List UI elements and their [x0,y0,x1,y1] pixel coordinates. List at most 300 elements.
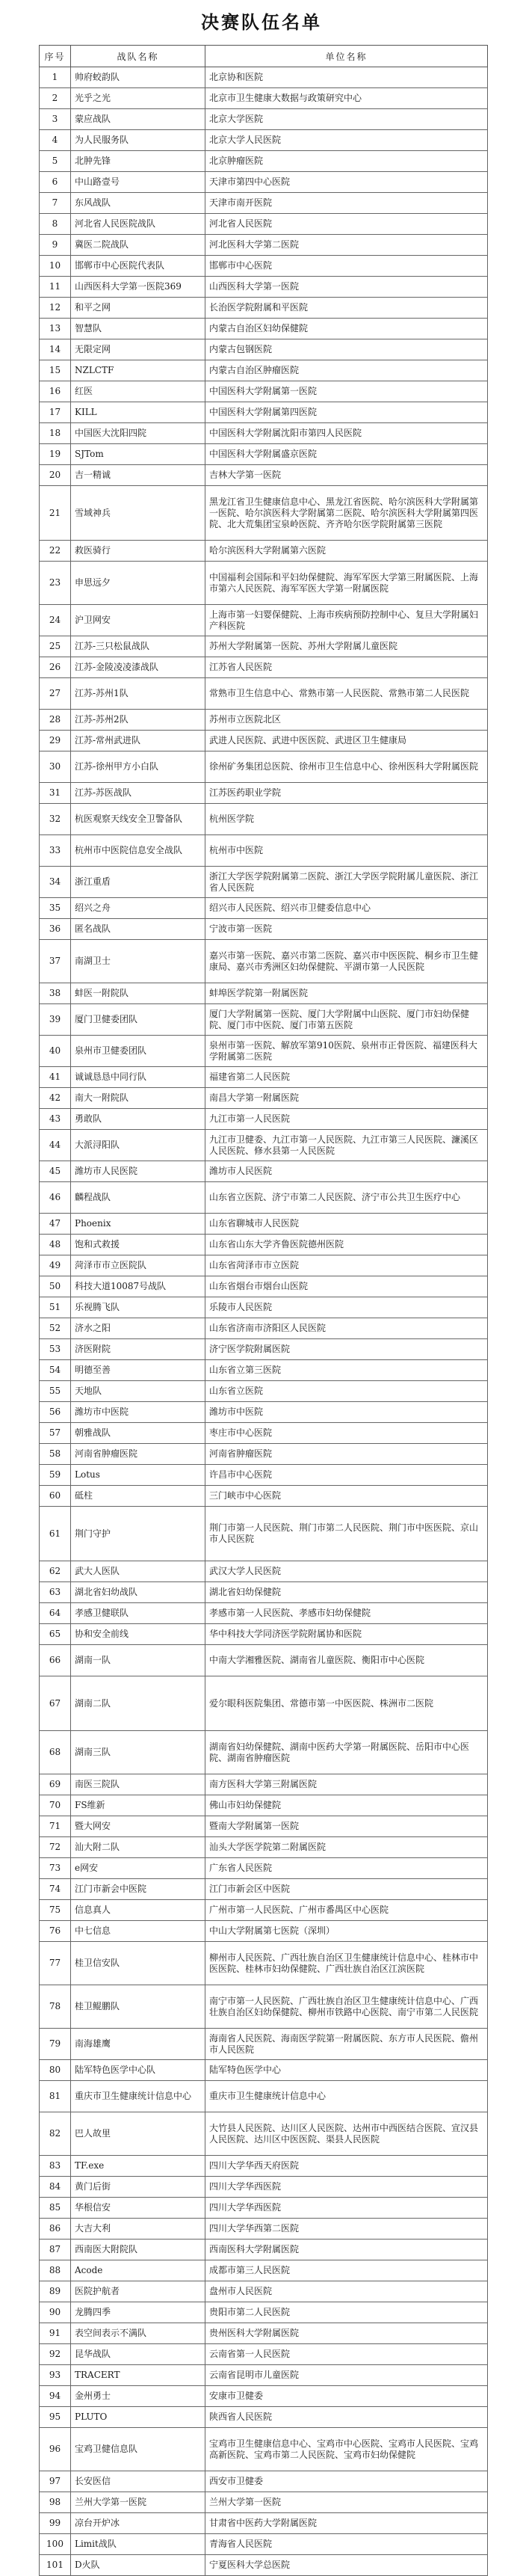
row-number: 98 [40,2492,71,2513]
team-name: 南海雄鹰 [71,2029,205,2060]
team-name: 杭州市中医院信息安全战队 [71,835,205,867]
table-row [40,2029,488,2060]
table-row [40,2156,488,2177]
unit-name: 陕西省人民医院 [205,2407,488,2428]
row-number: 81 [40,2081,71,2112]
team-name: Limit战队 [71,2534,205,2555]
row-number: 38 [40,983,71,1004]
row-number: 16 [40,381,71,402]
row-number: 48 [40,1235,71,1255]
table-row [40,605,488,636]
row-number: 54 [40,1360,71,1381]
unit-name: 四川大学华西天府医院 [205,2156,488,2177]
unit-name: 嘉兴市第一医院、嘉兴市第二医院、嘉兴市中医医院、桐乡市卫生健康局、嘉兴市秀洲区妇幼保健院、平湖市第一人民医院 [205,940,488,983]
unit-name: 湖北省妇幼保健院 [205,1582,488,1603]
row-number: 11 [40,277,71,298]
table-row [40,657,488,678]
row-number: 53 [40,1339,71,1360]
table-row [40,67,488,88]
table-row [40,2534,488,2555]
team-name: 乐视腾飞队 [71,1297,205,1318]
team-name: 无限定网 [71,339,205,360]
row-number: 83 [40,2156,71,2177]
team-name: 汕大附二队 [71,1837,205,1858]
unit-name: 内蒙古包钢医院 [205,339,488,360]
row-number: 96 [40,2428,71,2471]
unit-name: 山东省立医院、济宁市第二人民医院、济宁市公共卫生医疗中心 [205,1182,488,1214]
table-row [40,1182,488,1214]
row-number: 2 [40,88,71,109]
team-name: 表空间表示不满队 [71,2323,205,2344]
unit-name: 河北医科大学第二医院 [205,235,488,256]
row-number: 87 [40,2240,71,2260]
row-number: 61 [40,1507,71,1561]
unit-name: 江苏医药职业学院 [205,783,488,804]
table-row [40,1339,488,1360]
unit-name: 长治医学院附属和平医院 [205,298,488,319]
table-row [40,541,488,562]
unit-name: 吉林大学第一医院 [205,465,488,486]
row-number: 21 [40,486,71,541]
unit-name: 中国医科大学附属沈阳市第四人民医院 [205,423,488,444]
row-number: 12 [40,298,71,319]
table-row [40,940,488,983]
team-name: 邯郸市中心医院代表队 [71,256,205,277]
team-name: 和平之网 [71,298,205,319]
team-name: 兰州大学第一医院 [71,2492,205,2513]
table-row [40,710,488,731]
unit-name: 广东省人民医院 [205,1858,488,1879]
team-name: NZLCTF [71,360,205,381]
row-number: 58 [40,1444,71,1465]
table-row [40,277,488,298]
table-row [40,193,488,214]
team-name: 科技大道10087号战队 [71,1276,205,1297]
row-number: 97 [40,2471,71,2492]
row-number: 37 [40,940,71,983]
team-name: e网安 [71,1858,205,1879]
team-name: 沪卫网安 [71,605,205,636]
table-row [40,2555,488,2576]
table-row [40,319,488,339]
unit-name: 重庆市卫生健康统计信息中心 [205,2081,488,2112]
table-row [40,804,488,835]
team-name: 金州勇士 [71,2386,205,2407]
unit-name: 四川大学华西第二医院 [205,2219,488,2240]
table-row [40,1444,488,1465]
row-number: 13 [40,319,71,339]
table-row [40,1465,488,1486]
table-row [40,486,488,541]
table-row [40,1423,488,1444]
team-name: 潍坊市人民医院 [71,1161,205,1182]
row-number: 74 [40,1879,71,1900]
team-name: KILL [71,402,205,423]
table-row [40,444,488,465]
team-name: 湖南二队 [71,1676,205,1731]
row-number: 15 [40,360,71,381]
team-name: 宝鸡卫健信息队 [71,2428,205,2471]
row-number: 78 [40,1985,71,2029]
table-row [40,298,488,319]
row-number: 5 [40,151,71,172]
unit-name: 广州市第一人民医院、广州市番禺区中心医院 [205,1900,488,1921]
team-name: 冀医二院战队 [71,235,205,256]
table-row [40,109,488,130]
unit-name: 九江市第一人民医院 [205,1109,488,1130]
table-row [40,214,488,235]
table-body [40,67,488,2576]
team-name: 中国医大沈阳四院 [71,423,205,444]
unit-name: 三门峡市中心医院 [205,1486,488,1507]
unit-name: 北京大学人民医院 [205,130,488,151]
team-name: 申思远夕 [71,562,205,605]
table-row [40,835,488,867]
unit-name: 柳州市人民医院、广西壮族自治区卫生健康统计信息中心、桂林市中医医院、桂林市妇幼保健院、广西壮族自治区江滨医院 [205,1942,488,1985]
table-row [40,1381,488,1402]
row-number: 92 [40,2344,71,2365]
table-row [40,919,488,940]
row-number: 76 [40,1921,71,1942]
table-row [40,465,488,486]
row-number: 40 [40,1036,71,1067]
header-unit: 单位名称 [205,46,488,67]
unit-name: 乐陵市人民医院 [205,1297,488,1318]
unit-name: 杭州医学院 [205,804,488,835]
row-number: 99 [40,2513,71,2534]
row-number: 19 [40,444,71,465]
unit-name: 武汉大学人民医院 [205,1561,488,1582]
team-name: 菏泽市市立医院队 [71,1255,205,1276]
unit-name: 华中科技大学同济医学院附属协和医院 [205,1624,488,1645]
unit-name: 孝感市第一人民医院、孝感市妇幼保健院 [205,1603,488,1624]
row-number: 7 [40,193,71,214]
unit-name: 中山大学附属第七医院（深圳） [205,1921,488,1942]
team-name: 湖南三队 [71,1731,205,1774]
unit-name: 北京协和医院 [205,67,488,88]
unit-name: 福建省第二人民医院 [205,1067,488,1088]
team-name: 武大人医队 [71,1561,205,1582]
table-row [40,1900,488,1921]
table-row [40,1276,488,1297]
table-row [40,130,488,151]
unit-name: 内蒙古自治区妇幼保健院 [205,319,488,339]
table-row [40,1235,488,1255]
unit-name: 杭州市中医院 [205,835,488,867]
row-number: 65 [40,1624,71,1645]
row-number: 75 [40,1900,71,1921]
unit-name: 云南省第一人民医院 [205,2344,488,2365]
unit-name: 南宁市第一人民医院、广西壮族自治区卫生健康统计信息中心、广西壮族自治区妇幼保健院、柳州市铁路中心医院、南宁市第二人民医院 [205,1985,488,2029]
table-row [40,360,488,381]
table-row [40,2240,488,2260]
unit-name: 江苏省人民医院 [205,657,488,678]
row-number: 100 [40,2534,71,2555]
row-number: 35 [40,898,71,919]
team-name: 协和安全前线 [71,1624,205,1645]
row-number: 72 [40,1837,71,1858]
table-row [40,1645,488,1676]
unit-name: 山东省聊城市人民医院 [205,1214,488,1235]
table-row [40,2219,488,2240]
team-name: 厦门卫健委团队 [71,1004,205,1036]
table-row [40,1879,488,1900]
unit-name: 成都市第三人民医院 [205,2260,488,2281]
team-name: 大吉大利 [71,2219,205,2240]
row-number: 3 [40,109,71,130]
table-row [40,1985,488,2029]
row-number: 64 [40,1603,71,1624]
team-name: 江门市新会中医院 [71,1879,205,1900]
team-name: 砥柱 [71,1486,205,1507]
table-header-row [40,46,488,67]
team-name: 湖北省妇幼战队 [71,1582,205,1603]
table-row [40,1161,488,1182]
table-row [40,339,488,360]
team-name: 华根信安 [71,2198,205,2219]
row-number: 86 [40,2219,71,2240]
team-name: 西南医大附院队 [71,2240,205,2260]
team-name: TRACERT [71,2365,205,2386]
table-row [40,983,488,1004]
table-row [40,1088,488,1109]
team-name: 江苏-苏州2队 [71,710,205,731]
row-number: 32 [40,804,71,835]
table-row [40,2281,488,2302]
table-row [40,1214,488,1235]
unit-name: 北京大学医院 [205,109,488,130]
row-number: 47 [40,1214,71,1235]
team-name: TF.exe [71,2156,205,2177]
unit-name: 兰州大学第一医院 [205,2492,488,2513]
table-row [40,172,488,193]
unit-name: 山西医科大学第一医院 [205,277,488,298]
row-number: 9 [40,235,71,256]
table-row [40,1942,488,1985]
team-name: 南大一附院队 [71,1088,205,1109]
table-row [40,88,488,109]
row-number: 50 [40,1276,71,1297]
team-name: 绍兴之舟 [71,898,205,919]
team-name: 江苏-金陵凌凌漆战队 [71,657,205,678]
unit-name: 陆军特色医学中心 [205,2060,488,2081]
team-name: 光乎之光 [71,88,205,109]
table-row [40,2081,488,2112]
row-number: 31 [40,783,71,804]
row-number: 57 [40,1423,71,1444]
table-row [40,256,488,277]
row-number: 34 [40,867,71,898]
unit-name: 上海市第一妇婴保健院、上海市疾病预防控制中心、复旦大学附属妇产科医院 [205,605,488,636]
table-row [40,1297,488,1318]
team-name: 雪域神兵 [71,486,205,541]
table-row [40,2323,488,2344]
unit-name: 北京肿瘤医院 [205,151,488,172]
row-number: 18 [40,423,71,444]
team-name: D火队 [71,2555,205,2576]
row-number: 26 [40,657,71,678]
team-name: 天地队 [71,1381,205,1402]
row-number: 51 [40,1297,71,1318]
team-name: 信息真人 [71,1900,205,1921]
unit-name: 南昌大学第一附属医院 [205,1088,488,1109]
unit-name: 绍兴市人民医院、绍兴市卫健委信息中心 [205,898,488,919]
team-name: 朝雅战队 [71,1423,205,1444]
row-number: 41 [40,1067,71,1088]
row-number: 29 [40,731,71,751]
row-number: 25 [40,636,71,657]
unit-name: 蚌埠医学院第一附属医院 [205,983,488,1004]
team-name: 潍坊市中医院 [71,1402,205,1423]
unit-name: 中国医科大学附属盛京医院 [205,444,488,465]
team-name: 江苏-苏州1队 [71,678,205,710]
team-name: 河北省人民医院战队 [71,214,205,235]
team-name: Acode [71,2260,205,2281]
team-name: 诚诚恳恳中同行队 [71,1067,205,1088]
team-name: 湖南一队 [71,1645,205,1676]
team-name: 暨大网安 [71,1816,205,1837]
table-row [40,2260,488,2281]
row-number: 59 [40,1465,71,1486]
table-row [40,2407,488,2428]
row-number: 42 [40,1088,71,1109]
table-row [40,1731,488,1774]
row-number: 90 [40,2302,71,2323]
team-name: SJTom [71,444,205,465]
team-name: 桂卫信安队 [71,1942,205,1985]
row-number: 22 [40,541,71,562]
team-name: 大派浔阳队 [71,1130,205,1161]
unit-name: 贵州医科大学附属医院 [205,2323,488,2344]
header-team: 战队名称 [71,46,205,67]
unit-name: 西安市卫健委 [205,2471,488,2492]
unit-name: 甘肃省中医药大学附属医院 [205,2513,488,2534]
table-row [40,751,488,783]
team-name: 巴人故里 [71,2112,205,2156]
finalist-roster-table [39,45,488,2576]
unit-name: 天津市第四中心医院 [205,172,488,193]
row-number: 84 [40,2177,71,2198]
table-row [40,1109,488,1130]
unit-name: 爱尔眼科医院集团、常德市第一中医医院、株洲市二医院 [205,1676,488,1731]
row-number: 94 [40,2386,71,2407]
team-name: 匿名战队 [71,919,205,940]
unit-name: 暨南大学附属第一医院 [205,1816,488,1837]
team-name: 中山路壹号 [71,172,205,193]
row-number: 73 [40,1858,71,1879]
row-number: 71 [40,1816,71,1837]
table-row [40,1858,488,1879]
unit-name: 青海省人民医院 [205,2534,488,2555]
unit-name: 浙江大学医学院附属第二医院、浙江大学医学院附属儿童医院、浙江省人民医院 [205,867,488,898]
unit-name: 荆门市第一人民医院、荆门市第二人民医院、荆门市中医医院、京山市人民医院 [205,1507,488,1561]
table-row [40,1360,488,1381]
unit-name: 中南大学湘雅医院、湖南省儿童医院、衡阳市中心医院 [205,1645,488,1676]
table-row [40,1318,488,1339]
team-name: 重庆市卫生健康统计信息中心 [71,2081,205,2112]
team-name: 医院护航者 [71,2281,205,2302]
unit-name: 四川大学华西医院 [205,2198,488,2219]
table-row [40,1004,488,1036]
document-title: 决赛队伍名单 [201,12,322,33]
unit-name: 湖南省妇幼保健院、湖南中医药大学第一附属医院、岳阳市中心医院、湖南省肿瘤医院 [205,1731,488,1774]
unit-name: 天津市南开医院 [205,193,488,214]
row-number: 28 [40,710,71,731]
team-name: 泉州市卫健委团队 [71,1036,205,1067]
team-name: 杭医观察天线安全卫警备队 [71,804,205,835]
unit-name: 中国医科大学附属第一医院 [205,381,488,402]
row-number: 93 [40,2365,71,2386]
table-row [40,2302,488,2323]
row-number: 17 [40,402,71,423]
team-name: 龙腾四季 [71,2302,205,2323]
team-name: 孝感卫健联队 [71,1603,205,1624]
team-name: 桂卫鲲鹏队 [71,1985,205,2029]
team-name: 长安医信 [71,2471,205,2492]
unit-name: 河南省肿瘤医院 [205,1444,488,1465]
row-number: 56 [40,1402,71,1423]
table-row [40,2112,488,2156]
row-number: 80 [40,2060,71,2081]
table-row [40,1837,488,1858]
row-number: 49 [40,1255,71,1276]
team-name: 蒙应战队 [71,109,205,130]
table-row [40,2513,488,2534]
team-name: 浙江重盾 [71,867,205,898]
unit-name: 贵阳市第二人民医院 [205,2302,488,2323]
unit-name: 苏州市立医院北区 [205,710,488,731]
unit-name: 中国医科大学附属第四医院 [205,402,488,423]
team-name: Phoenix [71,1214,205,1235]
table-row [40,2492,488,2513]
team-name: 救医骑行 [71,541,205,562]
table-row [40,636,488,657]
team-name: Lotus [71,1465,205,1486]
unit-name: 大竹县人民医院、达川区人民医院、达州市中西医结合医院、宣汉县人民医院、达川区中医医院、渠县人民医院 [205,2112,488,2156]
team-name: 山西医科大学第一医院369 [71,277,205,298]
table-row [40,381,488,402]
unit-name: 宁波市第一医院 [205,919,488,940]
team-name: 中七信息 [71,1921,205,1942]
unit-name: 宁夏医科大学总医院 [205,2555,488,2576]
unit-name: 四川大学华西医院 [205,2177,488,2198]
team-name: 东风战队 [71,193,205,214]
row-number: 68 [40,1731,71,1774]
table-row [40,2344,488,2365]
unit-name: 潍坊市人民医院 [205,1161,488,1182]
unit-name: 盘州市人民医院 [205,2281,488,2302]
row-number: 70 [40,1795,71,1816]
row-number: 82 [40,2112,71,2156]
team-name: 黄门后街 [71,2177,205,2198]
table-row [40,562,488,605]
row-number: 6 [40,172,71,193]
table-row [40,1774,488,1795]
unit-name: 内蒙古自治区肿瘤医院 [205,360,488,381]
row-number: 23 [40,562,71,605]
team-name: 帅府蛟韵队 [71,67,205,88]
row-number: 77 [40,1942,71,1985]
table-row [40,2386,488,2407]
row-number: 67 [40,1676,71,1731]
table-row [40,1921,488,1942]
row-number: 39 [40,1004,71,1036]
table-row [40,731,488,751]
team-name: 为人民服务队 [71,130,205,151]
team-name: 江苏-苏医战队 [71,783,205,804]
table-row [40,1676,488,1731]
table-row [40,151,488,172]
